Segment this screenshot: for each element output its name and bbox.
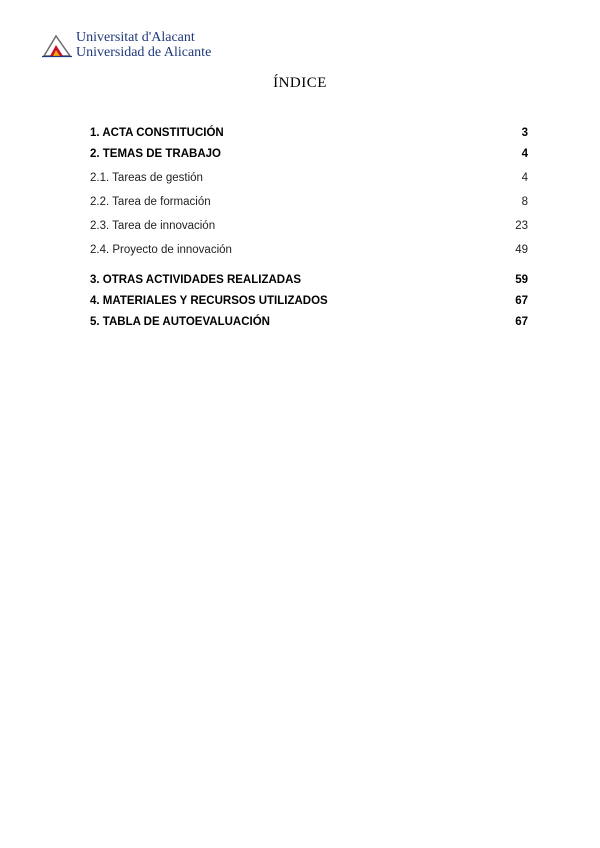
- toc-subentry: [90, 220, 528, 232]
- toc-entry-label: 2. TEMAS DE TRABAJO: [90, 148, 221, 160]
- toc-entry-label: 2.2. Tarea de formación: [90, 196, 211, 208]
- toc-entry-page: 4: [521, 148, 528, 160]
- page-title: ÍNDICE: [273, 75, 327, 91]
- toc-entry-label: 2.3. Tarea de innovación: [90, 220, 216, 232]
- toc-entry-label: 2.1. Tareas de gestión: [90, 172, 203, 184]
- toc-subentry: [90, 196, 528, 208]
- toc-entry-label: 3. OTRAS ACTIVIDADES REALIZADAS: [90, 274, 302, 286]
- university-name-catalan: Universitat d'Alacant: [76, 30, 195, 45]
- toc-subentry: [90, 172, 528, 184]
- toc-entry: [90, 316, 528, 328]
- toc-entry-page: 3: [521, 127, 528, 139]
- toc-entry-page: 49: [515, 244, 528, 256]
- toc-entry-page: 67: [515, 316, 528, 328]
- toc-entry-page: 59: [515, 274, 528, 286]
- toc-entry-page: 4: [521, 172, 528, 184]
- toc-entry: [90, 274, 528, 286]
- toc-subentry: [90, 244, 528, 256]
- toc-entry-page: 23: [515, 220, 528, 232]
- university-logo-icon: [42, 32, 72, 58]
- university-names: [76, 30, 211, 60]
- toc-entry: [90, 127, 528, 139]
- university-name-spanish: Universidad de Alicante: [76, 45, 212, 60]
- toc-entry-label: 5. TABLA DE AUTOEVALUACIÓN: [90, 316, 270, 328]
- toc-entry: [90, 295, 528, 307]
- university-header: [42, 30, 211, 60]
- toc-entry-page: 8: [521, 196, 528, 208]
- toc-entry-label: 4. MATERIALES Y RECURSOS UTILIZADOS: [90, 295, 328, 307]
- toc-entry: [90, 148, 528, 160]
- toc-entry-page: 67: [515, 295, 528, 307]
- toc-entry-label: 2.4. Proyecto de innovación: [90, 244, 232, 256]
- toc-entry-label: 1. ACTA CONSTITUCIÓN: [90, 127, 224, 139]
